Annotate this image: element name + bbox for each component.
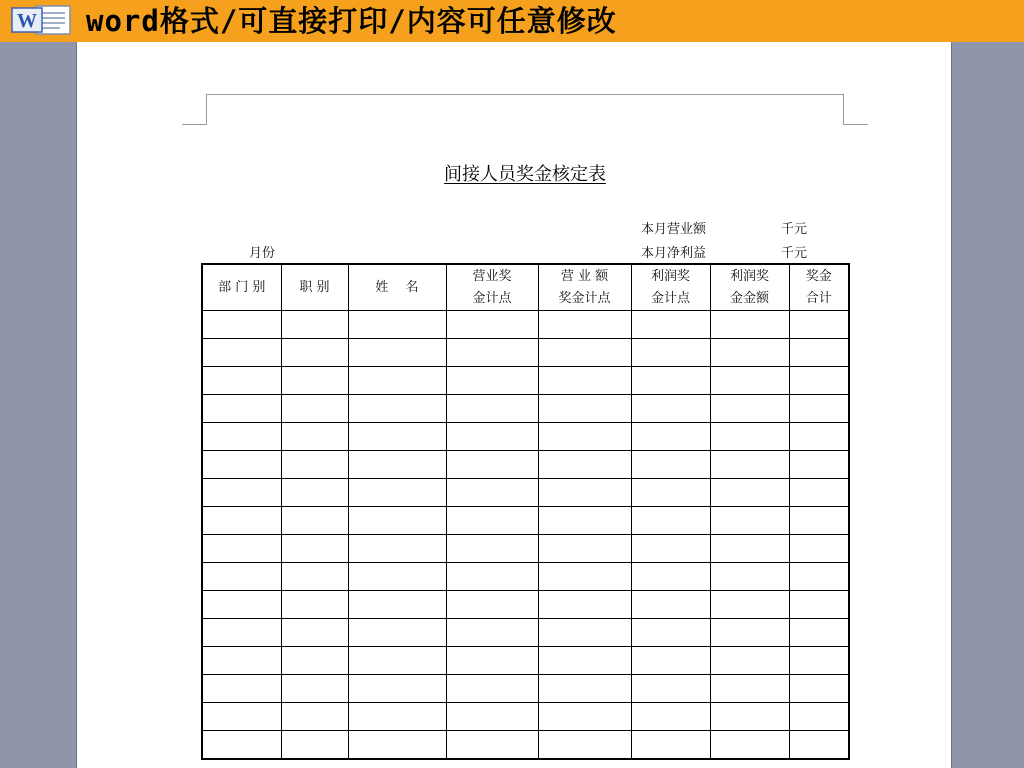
table-cell[interactable] — [281, 703, 348, 731]
table-cell[interactable] — [281, 311, 348, 339]
table-cell[interactable] — [538, 703, 631, 731]
table-cell[interactable] — [281, 591, 348, 619]
table-cell[interactable] — [348, 647, 446, 675]
table-cell[interactable] — [789, 507, 849, 535]
table-cell[interactable] — [710, 395, 789, 423]
table-row — [202, 703, 849, 731]
table-cell[interactable] — [348, 479, 446, 507]
table-cell[interactable] — [446, 451, 538, 479]
revenue-unit: 千元 — [781, 222, 808, 237]
table-cell[interactable] — [631, 619, 710, 647]
table-cell[interactable] — [281, 675, 348, 703]
table-cell[interactable] — [631, 479, 710, 507]
table-cell[interactable] — [710, 675, 789, 703]
table-cell[interactable] — [710, 367, 789, 395]
table-body — [202, 311, 849, 760]
table-cell[interactable] — [202, 479, 281, 507]
table-row — [202, 451, 849, 479]
table-cell[interactable] — [538, 479, 631, 507]
document-page — [76, 42, 952, 768]
column-header-sales-bonus-points — [446, 264, 538, 311]
table-cell[interactable] — [348, 535, 446, 563]
column-header-dept — [202, 264, 281, 311]
table-cell[interactable] — [281, 647, 348, 675]
document-title-text: 间接人员奖金核定表 — [444, 164, 606, 185]
table-cell[interactable] — [446, 731, 538, 760]
table-cell[interactable] — [538, 395, 631, 423]
table-cell[interactable] — [538, 507, 631, 535]
table-cell[interactable] — [446, 675, 538, 703]
table-cell[interactable] — [348, 619, 446, 647]
table-cell[interactable] — [446, 311, 538, 339]
column-header-line1: 利润奖 — [650, 268, 690, 284]
table-cell[interactable] — [348, 395, 446, 423]
table-cell[interactable] — [631, 675, 710, 703]
revenue-label: 本月营业额 — [641, 222, 707, 237]
table-cell[interactable] — [789, 563, 849, 591]
table-cell[interactable] — [202, 731, 281, 760]
table-cell[interactable] — [710, 339, 789, 367]
table-row — [202, 395, 849, 423]
column-header-profit-bonus-points — [631, 264, 710, 311]
profit-unit: 千元 — [781, 246, 808, 261]
table-cell[interactable] — [710, 451, 789, 479]
table-cell[interactable] — [281, 507, 348, 535]
page-corner-mark-right — [843, 94, 868, 125]
table-cell[interactable] — [446, 563, 538, 591]
table-cell[interactable] — [202, 563, 281, 591]
table-cell[interactable] — [631, 563, 710, 591]
table-cell[interactable] — [202, 591, 281, 619]
table-cell[interactable] — [538, 619, 631, 647]
table-cell[interactable] — [348, 591, 446, 619]
table-cell[interactable] — [789, 703, 849, 731]
column-header-profit-bonus-amount — [710, 264, 789, 311]
table-cell[interactable] — [446, 395, 538, 423]
table-cell[interactable] — [710, 591, 789, 619]
table-cell[interactable] — [789, 619, 849, 647]
table-cell[interactable] — [446, 367, 538, 395]
table-cell[interactable] — [348, 675, 446, 703]
column-header-line1: 营 业 额 — [560, 268, 609, 284]
table-cell[interactable] — [202, 507, 281, 535]
table-row — [202, 423, 849, 451]
table-cell[interactable] — [538, 675, 631, 703]
table-cell[interactable] — [631, 535, 710, 563]
table-cell[interactable] — [710, 311, 789, 339]
table-cell[interactable] — [202, 647, 281, 675]
table-cell[interactable] — [446, 479, 538, 507]
column-header-line1: 姓 名 — [375, 279, 419, 295]
table-cell[interactable] — [631, 311, 710, 339]
table-cell[interactable] — [789, 339, 849, 367]
table-cell[interactable] — [446, 703, 538, 731]
table-row — [202, 675, 849, 703]
table-cell[interactable] — [446, 507, 538, 535]
table-cell[interactable] — [281, 535, 348, 563]
column-header-position — [281, 264, 348, 311]
table-cell[interactable] — [631, 395, 710, 423]
bonus-table — [201, 263, 850, 760]
table-cell[interactable] — [281, 731, 348, 760]
table-cell[interactable] — [446, 339, 538, 367]
table-row — [202, 339, 849, 367]
table-cell[interactable] — [281, 423, 348, 451]
table-cell[interactable] — [281, 367, 348, 395]
column-header-line1: 利润奖 — [729, 268, 769, 284]
table-cell[interactable] — [538, 339, 631, 367]
table-row — [202, 563, 849, 591]
table-row — [202, 311, 849, 339]
word-document-icon — [10, 2, 76, 38]
table-cell[interactable] — [789, 367, 849, 395]
table-cell[interactable] — [538, 311, 631, 339]
table-cell[interactable] — [710, 731, 789, 760]
table-cell[interactable] — [710, 479, 789, 507]
svg-text:W: W — [17, 10, 37, 32]
column-header-line1: 营业奖 — [472, 268, 512, 284]
table-cell[interactable] — [789, 451, 849, 479]
table-cell[interactable] — [710, 647, 789, 675]
month-label: 月份 — [249, 246, 276, 261]
column-header-sales-amount-bonus-points — [538, 264, 631, 311]
table-cell[interactable] — [446, 423, 538, 451]
table-cell[interactable] — [348, 339, 446, 367]
banner-text: word格式/可直接打印/内容可任意修改 — [86, 4, 617, 38]
column-header-line1: 职 别 — [299, 279, 330, 295]
table-cell[interactable] — [538, 731, 631, 760]
table-cell[interactable] — [631, 367, 710, 395]
table-cell[interactable] — [281, 563, 348, 591]
table-cell[interactable] — [202, 423, 281, 451]
table-cell[interactable] — [710, 535, 789, 563]
table-cell[interactable] — [631, 703, 710, 731]
table-cell[interactable] — [446, 619, 538, 647]
table-cell[interactable] — [538, 535, 631, 563]
document-title — [77, 160, 973, 186]
table-cell[interactable] — [631, 451, 710, 479]
table-cell[interactable] — [348, 451, 446, 479]
table-cell[interactable] — [446, 535, 538, 563]
table-cell[interactable] — [789, 731, 849, 760]
table-cell[interactable] — [631, 423, 710, 451]
table-cell[interactable] — [631, 591, 710, 619]
column-header-line2: 金计点 — [650, 290, 690, 306]
table-cell[interactable] — [710, 423, 789, 451]
column-header-line1: 部 门 别 — [218, 279, 266, 295]
table-cell[interactable] — [202, 367, 281, 395]
table-cell[interactable] — [538, 423, 631, 451]
table-cell[interactable] — [281, 479, 348, 507]
table-cell[interactable] — [538, 563, 631, 591]
table-cell[interactable] — [446, 647, 538, 675]
table-cell[interactable] — [202, 311, 281, 339]
table-cell[interactable] — [710, 619, 789, 647]
table-cell[interactable] — [631, 339, 710, 367]
table-cell[interactable] — [789, 675, 849, 703]
table-cell[interactable] — [202, 535, 281, 563]
table-cell[interactable] — [202, 451, 281, 479]
table-cell[interactable] — [348, 703, 446, 731]
column-header-line1: 奖金 — [805, 268, 832, 284]
header-margin-line — [206, 94, 844, 95]
column-header-bonus-total — [789, 264, 849, 311]
table-cell[interactable] — [789, 591, 849, 619]
table-cell[interactable] — [710, 507, 789, 535]
table-cell[interactable] — [446, 591, 538, 619]
top-banner — [0, 0, 1024, 42]
table-cell[interactable] — [631, 647, 710, 675]
table-header-row — [202, 264, 849, 311]
table-row — [202, 731, 849, 760]
table-cell[interactable] — [281, 451, 348, 479]
table-cell[interactable] — [538, 647, 631, 675]
table-cell[interactable] — [202, 619, 281, 647]
table-row — [202, 479, 849, 507]
profit-label: 本月净利益 — [641, 246, 707, 261]
table-cell[interactable] — [789, 535, 849, 563]
table-row — [202, 367, 849, 395]
table-cell[interactable] — [348, 367, 446, 395]
table-cell[interactable] — [348, 563, 446, 591]
table-cell[interactable] — [710, 703, 789, 731]
table-cell[interactable] — [631, 507, 710, 535]
table-cell[interactable] — [789, 423, 849, 451]
column-header-line2: 金计点 — [472, 290, 512, 306]
table-cell[interactable] — [202, 339, 281, 367]
table-cell[interactable] — [538, 591, 631, 619]
table-cell[interactable] — [348, 311, 446, 339]
table-cell[interactable] — [348, 731, 446, 760]
table-row — [202, 647, 849, 675]
table-cell[interactable] — [789, 395, 849, 423]
column-header-line2: 奖金计点 — [558, 290, 611, 306]
table-cell[interactable] — [789, 479, 849, 507]
table-cell[interactable] — [202, 395, 281, 423]
table-cell[interactable] — [281, 395, 348, 423]
table-cell[interactable] — [789, 311, 849, 339]
table-cell[interactable] — [538, 367, 631, 395]
table-row — [202, 591, 849, 619]
table-cell[interactable] — [348, 507, 446, 535]
table-cell[interactable] — [631, 731, 710, 760]
column-header-line2: 合计 — [805, 290, 832, 306]
table-cell[interactable] — [202, 703, 281, 731]
table-cell[interactable] — [789, 647, 849, 675]
table-cell[interactable] — [710, 563, 789, 591]
page-corner-mark-left — [182, 94, 207, 125]
table-cell[interactable] — [538, 451, 631, 479]
table-row — [202, 619, 849, 647]
table-cell[interactable] — [281, 619, 348, 647]
column-header-line2: 金金额 — [729, 290, 769, 306]
table-cell[interactable] — [348, 423, 446, 451]
table-cell[interactable] — [202, 675, 281, 703]
column-header-name — [348, 264, 446, 311]
table-cell[interactable] — [281, 339, 348, 367]
table-row — [202, 535, 849, 563]
table-row — [202, 507, 849, 535]
